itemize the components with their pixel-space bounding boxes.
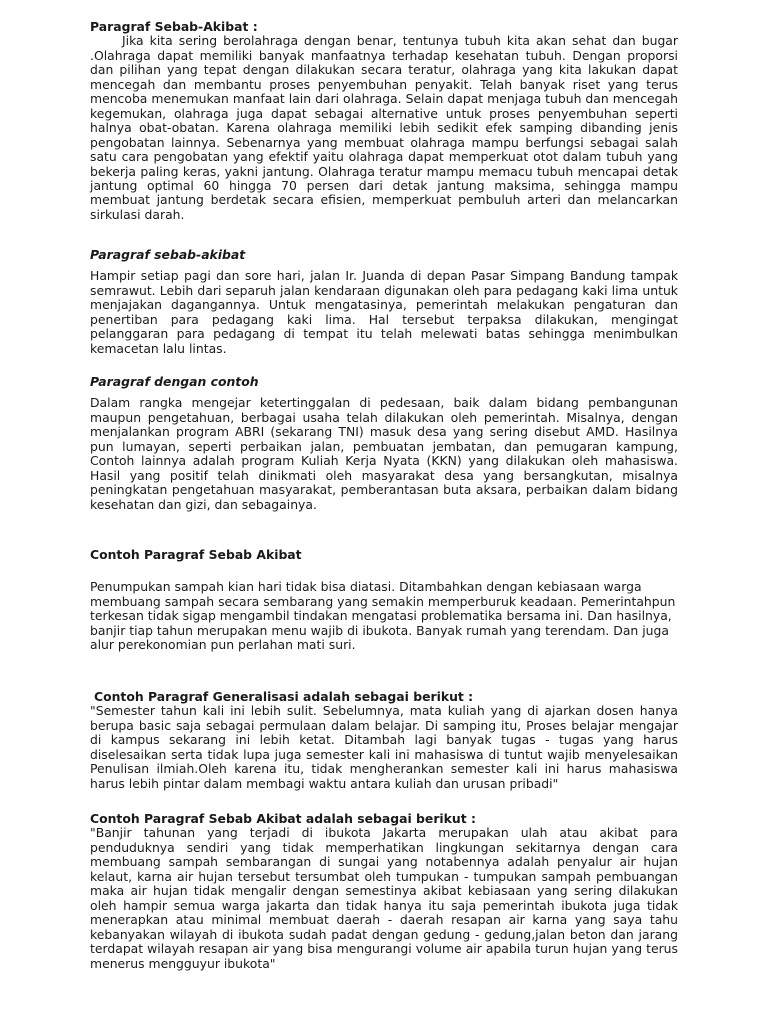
section-dengan-contoh [90,375,678,512]
section-paragraph: Dalam rangka mengejar ketertinggalan di pedesaan, baik dalam bidang pembangunan maupun pengetahuan, berbagai usaha telah dilakukan oleh pemerintah. Misalnya, dengan menjalankan program ABRI (sekarang TNI) masuk desa yang sering disebut AMD. Hasilnya pun lumayan, seperti perbaikan jalan, pembuatan jembatan, dan pemugaran kampung, Contoh lainnya adalah program Kuliah Kerja Nyata (KKN) yang dilakukan oleh mahasiswa. Hasil yang positif telah dinikmati oleh masyarakat desa yang bersangkutan, misalnya peningkatan pengetahuan masyarakat, pemberantasan buta aksara, perbaikan dalam bidang kesehatan dan gizi, dan sebagainya. [90,395,678,512]
section-sebab-akibat-1 [90,20,678,222]
section-heading: Contoh Paragraf Sebab Akibat [90,547,302,562]
section-heading: Contoh Paragraf Generalisasi adalah sebagai berikut : [94,689,474,704]
section-paragraph: "Semester tahun kali ini lebih sulit. Sebelumnya, mata kuliah yang di ajarkan dosen hanya berupa basic saja sebagai permulaan dalam belajar. Di samping itu, Proses belajar mengajar di kampus sekarang ini lebih ketat. Ditambah lagi banyak tugas - tugas yang harus diselesaikan serta tidak lupa juga semester kali ini mahasiswa di tuntut wajib menyelesaikan Penulisan ilmiah.Oleh karena itu, tidak mengherankan semester kali ini harus mahasiswa harus lebih pintar dalam membagi waktu antara kuliah dan urusan pribadi" [90,703,678,791]
section-paragraph: Jika kita sering berolahraga dengan benar, tentunya tubuh kita akan sehat dan bugar .Olahraga dapat memiliki banyak manfaatnya terhadap kesehatan tubuh. Dengan proporsi dan pilihan yang tepat dengan dilakukan secara teratur, olahraga yang kita lakukan dapat mencegah dan membantu proses penyembuhan penyakit. Telah banyak riset yang terus mencoba menemukan manfaat lain dari olahraga. Selain dapat menjaga tubuh dan mencegah kegemukan, olahraga juga dapat sebagai alternative untuk proses penyembuhan seperti halnya obat-obatan. Karena olahraga memiliki lebih sedikit efek samping dibanding jenis pengobatan lainnya. Sebenarnya yang membuat olahraga mampu berfungsi sebagai salah satu cara pengobatan yang efektif yaitu olahraga dapat memperkuat otot dalam tubuh yang bekerja paling keras, yakni jantung. Olahraga teratur mampu memacu tubuh mencapai detak jantung optimal 60 hingga 70 persen dari detak jantung maksima, sehingga mampu membuat jantung berdetak secara efisien, memperkuat pembuluh arteri dan melancarkan sirkulasi darah. [90,33,678,222]
section-heading: Paragraf dengan contoh [90,374,259,389]
section-heading: Contoh Paragraf Sebab Akibat adalah sebagai berikut : [90,811,476,826]
section-contoh-sebab-akibat-2 [90,812,678,971]
section-contoh-generalisasi [90,690,678,791]
section-sebab-akibat-2 [90,248,678,356]
section-contoh-sebab-akibat [90,548,678,653]
section-heading: Paragraf sebab-akibat [90,247,246,262]
section-heading: Paragraf Sebab-Akibat : [90,19,258,34]
section-paragraph: Penumpukan sampah kian hari tidak bisa diatasi. Ditambahkan dengan kebiasaan warga membuang sampah secara sembarang yang semakin memperburuk keadaan. Pemerintahpun terkesan tidak sigap mengambil tindakan mengatasi problematika bersama ini. Dan hasilnya, banjir tiap tahun merupakan menu wajib di ibukota. Banyak rumah yang terendam. Dan juga alur perekonomian pun perlahan mati suri. [90,579,676,653]
section-paragraph: Hampir setiap pagi dan sore hari, jalan Ir. Juanda di depan Pasar Simpang Bandung tampak semrawut. Lebih dari separuh jalan kendaraan digunakan oleh para pedagang kaki lima untuk menjajakan dagangannya. Untuk mengatasinya, pemerintah melakukan pengaturan dan penertiban para pedagang kaki lima. Hal tersebut terpaksa dilakukan, mengingat pelanggaran para pedagang di tempat itu telah melewati batas sehingga menimbulkan kemacetan lalu lintas. [90,268,678,356]
section-paragraph: "Banjir tahunan yang terjadi di ibukota Jakarta merupakan ulah atau akibat para penduduknya sendiri yang tidak memperhatikan lingkungan sekitarnya dengan cara membuang sampah sembarangan di sungai yang notabennya adalah penyalur air hujan kelaut, karna air hujan tersebut tersumbat oleh tumpukan - tumpukan sampah pembuangan maka air hujan tidak mengalir dengan semestinya akibat kebiasaan yang sering dilakukan oleh hampir semua warga jakarta dan tidak hanya itu saja pemerintah ibukota juga tidak menerapkan atau minimal membuat daerah - daerah resapan air karna yang saya tahu kebanyakan wilayah di ibukota sudah padat dengan gedung - gedung,jalan beton dan jarang terdapat wilayah resapan air yang bisa mengurangi volume air apabila turun hujan yang terus menerus mengguyur ibukota" [90,825,678,971]
